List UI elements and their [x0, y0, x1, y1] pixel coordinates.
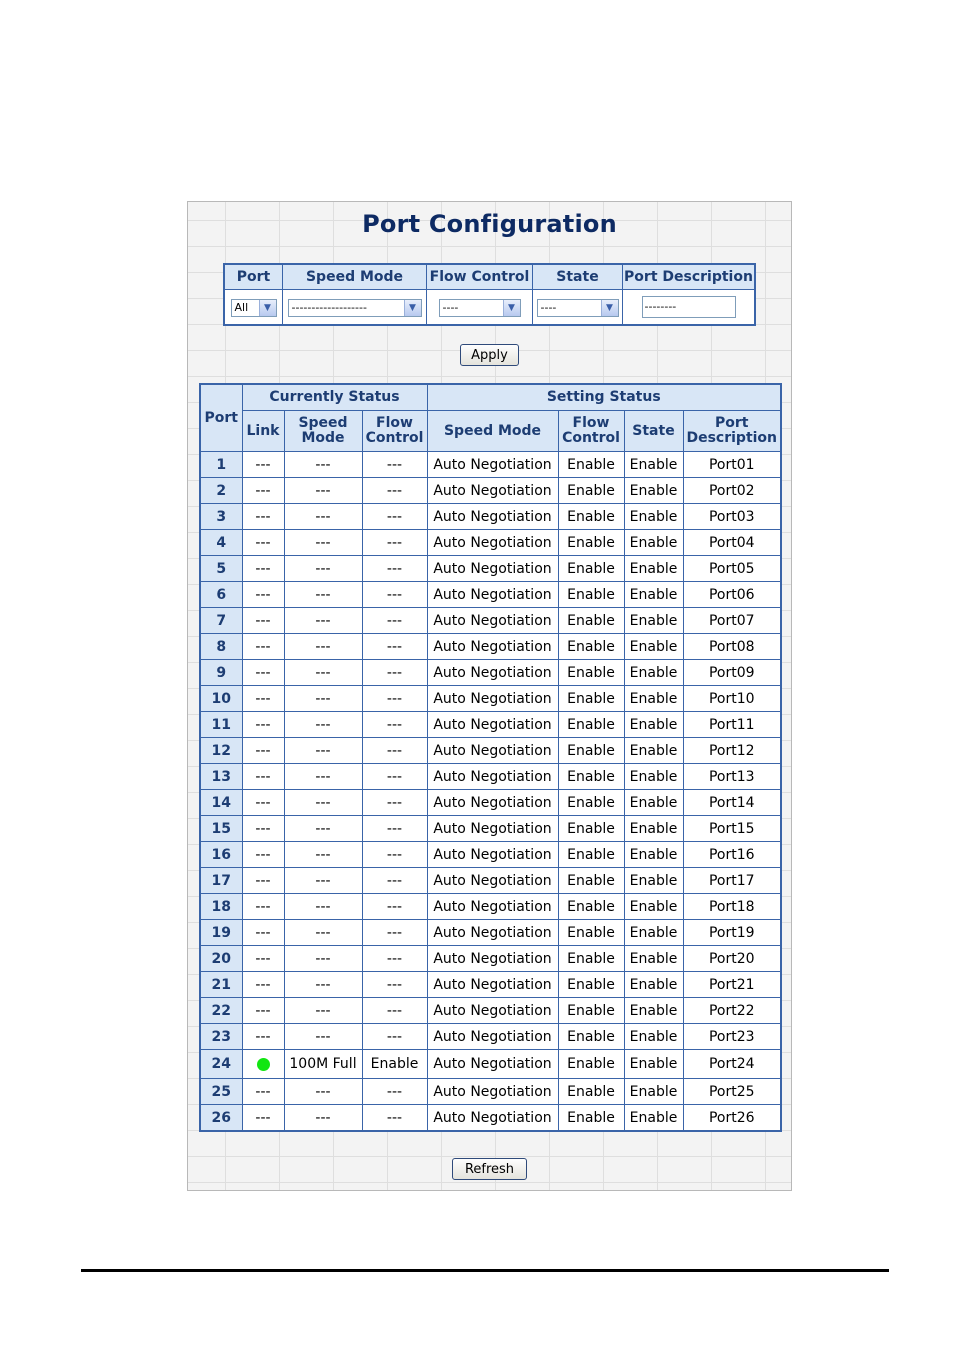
state-cell: Enable: [624, 686, 683, 712]
current-flow-cell: ---: [362, 920, 427, 946]
current-speed-cell: ---: [284, 504, 362, 530]
status-table-body: [200, 452, 781, 1132]
state-cell: Enable: [624, 790, 683, 816]
setting-flow-cell: Enable: [558, 894, 624, 920]
flow-control-select[interactable]: [439, 299, 521, 317]
table-row: [200, 686, 781, 712]
setting-flow-cell: Enable: [558, 920, 624, 946]
link-cell: ---: [242, 920, 284, 946]
state-cell: Enable: [624, 1024, 683, 1050]
table-row: [200, 452, 781, 478]
current-speed-cell: 100M Full: [284, 1050, 362, 1079]
current-flow-cell: ---: [362, 608, 427, 634]
table-row: [200, 790, 781, 816]
link-cell: ---: [242, 530, 284, 556]
link-cell: ---: [242, 478, 284, 504]
port-number-cell: 14: [200, 790, 242, 816]
description-cell: Port17: [683, 868, 781, 894]
setting-speed-cell: Auto Negotiation: [427, 946, 558, 972]
table-row: [200, 556, 781, 582]
speed-mode-select-value: -------------------: [291, 301, 367, 315]
table-row: [200, 868, 781, 894]
link-cell: ---: [242, 946, 284, 972]
table-row: [200, 478, 781, 504]
setting-port-header: Port: [225, 265, 283, 290]
port-number-cell: 24: [200, 1050, 242, 1079]
setting-flow-cell: Enable: [558, 998, 624, 1024]
description-cell: Port03: [683, 504, 781, 530]
current-speed-cell: ---: [284, 556, 362, 582]
port-select[interactable]: [231, 299, 277, 317]
state-cell: Enable: [624, 530, 683, 556]
setting-flow-cell: Enable: [558, 608, 624, 634]
chevron-down-icon[interactable]: ▼: [503, 300, 520, 316]
setting-flow-cell: Enable: [558, 842, 624, 868]
link-cell: ---: [242, 894, 284, 920]
state-select[interactable]: [537, 299, 619, 317]
current-speed-cell: ---: [284, 738, 362, 764]
link-cell: ---: [242, 686, 284, 712]
setting-speed-cell: Auto Negotiation: [427, 920, 558, 946]
port-number-cell: 5: [200, 556, 242, 582]
setting-flow-cell: Enable: [558, 868, 624, 894]
link-cell: ---: [242, 634, 284, 660]
table-row: [200, 894, 781, 920]
description-cell: Port07: [683, 608, 781, 634]
table-row: [200, 1050, 781, 1079]
current-speed-cell: ---: [284, 1079, 362, 1105]
setting-speed-cell: Auto Negotiation: [427, 816, 558, 842]
link-cell: ---: [242, 764, 284, 790]
current-flow-cell: ---: [362, 816, 427, 842]
link-cell: ---: [242, 452, 284, 478]
setting-speed-cell: Auto Negotiation: [427, 1079, 558, 1105]
description-cell: Port23: [683, 1024, 781, 1050]
setting-flow-cell: Enable: [558, 764, 624, 790]
footer-divider: [81, 1269, 889, 1272]
description-cell: Port10: [683, 686, 781, 712]
state-cell: Enable: [624, 634, 683, 660]
current-speed-cell: ---: [284, 1105, 362, 1132]
setting-speed-cell: Auto Negotiation: [427, 764, 558, 790]
current-flow-cell: ---: [362, 660, 427, 686]
table-row: [200, 608, 781, 634]
chevron-down-icon[interactable]: ▼: [404, 300, 421, 316]
setting-speed-cell: Auto Negotiation: [427, 1024, 558, 1050]
description-cell: Port18: [683, 894, 781, 920]
description-cell: Port16: [683, 842, 781, 868]
link-cell: ---: [242, 504, 284, 530]
chevron-down-icon[interactable]: ▼: [259, 300, 276, 316]
setting-flow-cell: Enable: [558, 816, 624, 842]
table-row: [200, 998, 781, 1024]
state-cell: Enable: [624, 946, 683, 972]
current-flow-cell: ---: [362, 764, 427, 790]
setting-flow-header: Flow Control: [427, 265, 533, 290]
setting-flow-cell: Enable: [558, 556, 624, 582]
current-speed-header: Speed Mode: [284, 411, 362, 452]
state-cell: Enable: [624, 556, 683, 582]
state-cell: Enable: [624, 712, 683, 738]
current-speed-cell: ---: [284, 686, 362, 712]
table-row: [200, 738, 781, 764]
port-number-cell: 22: [200, 998, 242, 1024]
table-row: [200, 764, 781, 790]
current-speed-cell: ---: [284, 868, 362, 894]
current-flow-cell: ---: [362, 686, 427, 712]
current-flow-cell: ---: [362, 1105, 427, 1132]
setting-flow-cell: Enable: [558, 452, 624, 478]
table-row: [200, 712, 781, 738]
setting-speed-cell: Auto Negotiation: [427, 1105, 558, 1132]
setting-flow-cell: Enable: [558, 686, 624, 712]
setting-speed-cell: Auto Negotiation: [427, 582, 558, 608]
state-cell: Enable: [624, 452, 683, 478]
state-cell: Enable: [624, 816, 683, 842]
setting-speed-cell: [283, 290, 427, 324]
state-cell: Enable: [624, 608, 683, 634]
current-speed-cell: ---: [284, 998, 362, 1024]
state-cell: Enable: [624, 920, 683, 946]
current-speed-cell: ---: [284, 712, 362, 738]
port-number-cell: 23: [200, 1024, 242, 1050]
setting-flow-cell: Enable: [558, 712, 624, 738]
setting-speed-cell: Auto Negotiation: [427, 1050, 558, 1079]
description-cell: Port13: [683, 764, 781, 790]
setting-flow-cell: Enable: [558, 790, 624, 816]
current-flow-cell: ---: [362, 894, 427, 920]
setting-speed-cell: Auto Negotiation: [427, 712, 558, 738]
table-row: [200, 1024, 781, 1050]
setting-flow-cell: Enable: [558, 478, 624, 504]
setting-speed-cell: Auto Negotiation: [427, 504, 558, 530]
port-number-cell: 4: [200, 530, 242, 556]
link-up-dot-icon: [257, 1058, 270, 1071]
port-number-cell: 1: [200, 452, 242, 478]
state-cell: Enable: [624, 972, 683, 998]
table-row: [200, 816, 781, 842]
current-flow-cell: ---: [362, 530, 427, 556]
current-flow-cell: ---: [362, 998, 427, 1024]
description-cell: Port06: [683, 582, 781, 608]
status-port-header: Port: [200, 384, 242, 452]
setting-flow-cell: Enable: [558, 634, 624, 660]
description-cell: Port22: [683, 998, 781, 1024]
link-cell: ---: [242, 868, 284, 894]
current-flow-cell: ---: [362, 790, 427, 816]
setting-speed-cell: Auto Negotiation: [427, 686, 558, 712]
state-cell: Enable: [624, 842, 683, 868]
link-cell: ---: [242, 816, 284, 842]
page-title: Port Configuration: [362, 210, 617, 238]
port-description-input[interactable]: --------: [642, 296, 736, 318]
link-cell: ---: [242, 998, 284, 1024]
current-flow-cell: ---: [362, 582, 427, 608]
table-row: [200, 972, 781, 998]
current-speed-cell: ---: [284, 894, 362, 920]
link-cell: ---: [242, 790, 284, 816]
state-cell: Enable: [624, 660, 683, 686]
setting-speed-cell: Auto Negotiation: [427, 478, 558, 504]
description-cell: Port21: [683, 972, 781, 998]
setting-speed-cell: Auto Negotiation: [427, 998, 558, 1024]
table-row: [200, 504, 781, 530]
setting-state-header: State: [533, 265, 623, 290]
port-number-cell: 18: [200, 894, 242, 920]
current-speed-cell: ---: [284, 1024, 362, 1050]
link-cell: ---: [242, 1105, 284, 1132]
setting-status-header: Setting Status: [427, 384, 781, 411]
setting-speed-header: Speed Mode: [283, 265, 427, 290]
link-cell: ---: [242, 738, 284, 764]
setting-speed-cell: Auto Negotiation: [427, 842, 558, 868]
link-cell: ---: [242, 608, 284, 634]
port-number-cell: 17: [200, 868, 242, 894]
port-number-cell: 13: [200, 764, 242, 790]
state-cell: Enable: [624, 998, 683, 1024]
setting-flow-cell: Enable: [558, 1050, 624, 1079]
port-number-cell: 10: [200, 686, 242, 712]
link-cell: ---: [242, 556, 284, 582]
link-cell: ---: [242, 660, 284, 686]
description-cell: Port14: [683, 790, 781, 816]
description-cell: Port01: [683, 452, 781, 478]
port-number-cell: 9: [200, 660, 242, 686]
state-header: State: [624, 411, 683, 452]
setting-flow-cell: Enable: [558, 582, 624, 608]
chevron-down-icon[interactable]: ▼: [601, 300, 618, 316]
current-flow-cell: ---: [362, 738, 427, 764]
apply-button[interactable]: Apply: [460, 344, 519, 366]
description-cell: Port25: [683, 1079, 781, 1105]
state-cell: Enable: [624, 504, 683, 530]
description-cell: Port05: [683, 556, 781, 582]
setting-desc-cell: [623, 290, 754, 324]
setting-port-cell: [225, 290, 283, 324]
link-cell: ---: [242, 712, 284, 738]
description-cell: Port09: [683, 660, 781, 686]
current-flow-header: Flow Control: [362, 411, 427, 452]
setting-speed-cell: Auto Negotiation: [427, 738, 558, 764]
link-cell: ---: [242, 842, 284, 868]
port-select-value: All: [234, 301, 249, 315]
description-cell: Port08: [683, 634, 781, 660]
description-cell: Port04: [683, 530, 781, 556]
link-cell: [242, 1050, 284, 1079]
table-row: [200, 582, 781, 608]
state-cell: Enable: [624, 894, 683, 920]
port-number-cell: 16: [200, 842, 242, 868]
port-number-cell: 26: [200, 1105, 242, 1132]
setting-speed-cell: Auto Negotiation: [427, 530, 558, 556]
port-number-cell: 21: [200, 972, 242, 998]
port-config-panel: [187, 201, 792, 1191]
setting-speed-cell: Auto Negotiation: [427, 556, 558, 582]
description-cell: Port12: [683, 738, 781, 764]
current-speed-cell: ---: [284, 530, 362, 556]
current-speed-cell: ---: [284, 764, 362, 790]
currently-status-header: Currently Status: [242, 384, 427, 411]
current-speed-cell: ---: [284, 946, 362, 972]
current-flow-cell: ---: [362, 712, 427, 738]
description-cell: Port26: [683, 1105, 781, 1132]
setting-flow-cell: Enable: [558, 946, 624, 972]
current-flow-cell: ---: [362, 634, 427, 660]
setting-speed-cell: Auto Negotiation: [427, 972, 558, 998]
current-speed-cell: ---: [284, 842, 362, 868]
table-row: [200, 660, 781, 686]
speed-mode-select[interactable]: [288, 299, 422, 317]
table-row: [200, 1105, 781, 1132]
current-speed-cell: ---: [284, 582, 362, 608]
port-description-header: Port Description: [683, 411, 781, 452]
state-cell: Enable: [624, 868, 683, 894]
setting-flow-cell: Enable: [558, 972, 624, 998]
table-row: [200, 946, 781, 972]
current-speed-cell: ---: [284, 452, 362, 478]
setting-flow-cell: Enable: [558, 738, 624, 764]
setting-flow-cell: Enable: [558, 1079, 624, 1105]
flow-control-select-value: ----: [442, 301, 459, 315]
setting-flow-cell: Enable: [558, 660, 624, 686]
link-cell: ---: [242, 972, 284, 998]
setting-flow-status-header: Flow Control: [558, 411, 624, 452]
current-flow-cell: ---: [362, 1024, 427, 1050]
current-speed-cell: ---: [284, 920, 362, 946]
description-cell: Port19: [683, 920, 781, 946]
state-cell: Enable: [624, 1079, 683, 1105]
state-cell: Enable: [624, 764, 683, 790]
setting-speed-cell: Auto Negotiation: [427, 452, 558, 478]
link-header: Link: [242, 411, 284, 452]
current-flow-cell: Enable: [362, 1050, 427, 1079]
state-cell: Enable: [624, 1105, 683, 1132]
current-flow-cell: ---: [362, 556, 427, 582]
description-cell: Port11: [683, 712, 781, 738]
setting-speed-cell: Auto Negotiation: [427, 660, 558, 686]
state-cell: Enable: [624, 1050, 683, 1079]
port-number-cell: 8: [200, 634, 242, 660]
setting-speed-cell: Auto Negotiation: [427, 868, 558, 894]
state-select-value: ----: [540, 301, 557, 315]
table-row: [200, 530, 781, 556]
description-cell: Port20: [683, 946, 781, 972]
table-row: [200, 634, 781, 660]
current-flow-cell: ---: [362, 972, 427, 998]
setting-speed-cell: Auto Negotiation: [427, 634, 558, 660]
current-flow-cell: ---: [362, 1079, 427, 1105]
table-row: [200, 920, 781, 946]
port-number-cell: 20: [200, 946, 242, 972]
port-number-cell: 6: [200, 582, 242, 608]
current-speed-cell: ---: [284, 608, 362, 634]
setting-speed-cell: Auto Negotiation: [427, 894, 558, 920]
current-flow-cell: ---: [362, 842, 427, 868]
setting-flow-cell: Enable: [558, 1024, 624, 1050]
port-number-cell: 7: [200, 608, 242, 634]
port-number-cell: 12: [200, 738, 242, 764]
link-cell: ---: [242, 1079, 284, 1105]
description-cell: Port24: [683, 1050, 781, 1079]
port-number-cell: 3: [200, 504, 242, 530]
state-cell: Enable: [624, 582, 683, 608]
current-speed-cell: ---: [284, 478, 362, 504]
link-cell: ---: [242, 1024, 284, 1050]
setting-state-cell: [533, 290, 623, 324]
setting-speed-status-header: Speed Mode: [427, 411, 558, 452]
current-flow-cell: ---: [362, 868, 427, 894]
current-flow-cell: ---: [362, 478, 427, 504]
description-cell: Port15: [683, 816, 781, 842]
current-speed-cell: ---: [284, 660, 362, 686]
port-status-table: [199, 383, 782, 1132]
current-flow-cell: ---: [362, 452, 427, 478]
port-number-cell: 19: [200, 920, 242, 946]
port-number-cell: 11: [200, 712, 242, 738]
setting-speed-cell: Auto Negotiation: [427, 608, 558, 634]
current-speed-cell: ---: [284, 790, 362, 816]
setting-flow-cell: Enable: [558, 504, 624, 530]
current-flow-cell: ---: [362, 504, 427, 530]
current-speed-cell: ---: [284, 972, 362, 998]
setting-speed-cell: Auto Negotiation: [427, 790, 558, 816]
setting-flow-cell: Enable: [558, 530, 624, 556]
setting-desc-header: Port Description: [623, 265, 754, 290]
current-speed-cell: ---: [284, 816, 362, 842]
port-setting-table: [223, 263, 756, 326]
state-cell: Enable: [624, 478, 683, 504]
setting-flow-cell: [427, 290, 533, 324]
port-number-cell: 15: [200, 816, 242, 842]
current-speed-cell: ---: [284, 634, 362, 660]
port-number-cell: 2: [200, 478, 242, 504]
setting-flow-cell: Enable: [558, 1105, 624, 1132]
current-flow-cell: ---: [362, 946, 427, 972]
table-row: [200, 842, 781, 868]
port-number-cell: 25: [200, 1079, 242, 1105]
link-cell: ---: [242, 582, 284, 608]
refresh-button[interactable]: Refresh: [452, 1158, 527, 1180]
table-row: [200, 1079, 781, 1105]
description-cell: Port02: [683, 478, 781, 504]
state-cell: Enable: [624, 738, 683, 764]
